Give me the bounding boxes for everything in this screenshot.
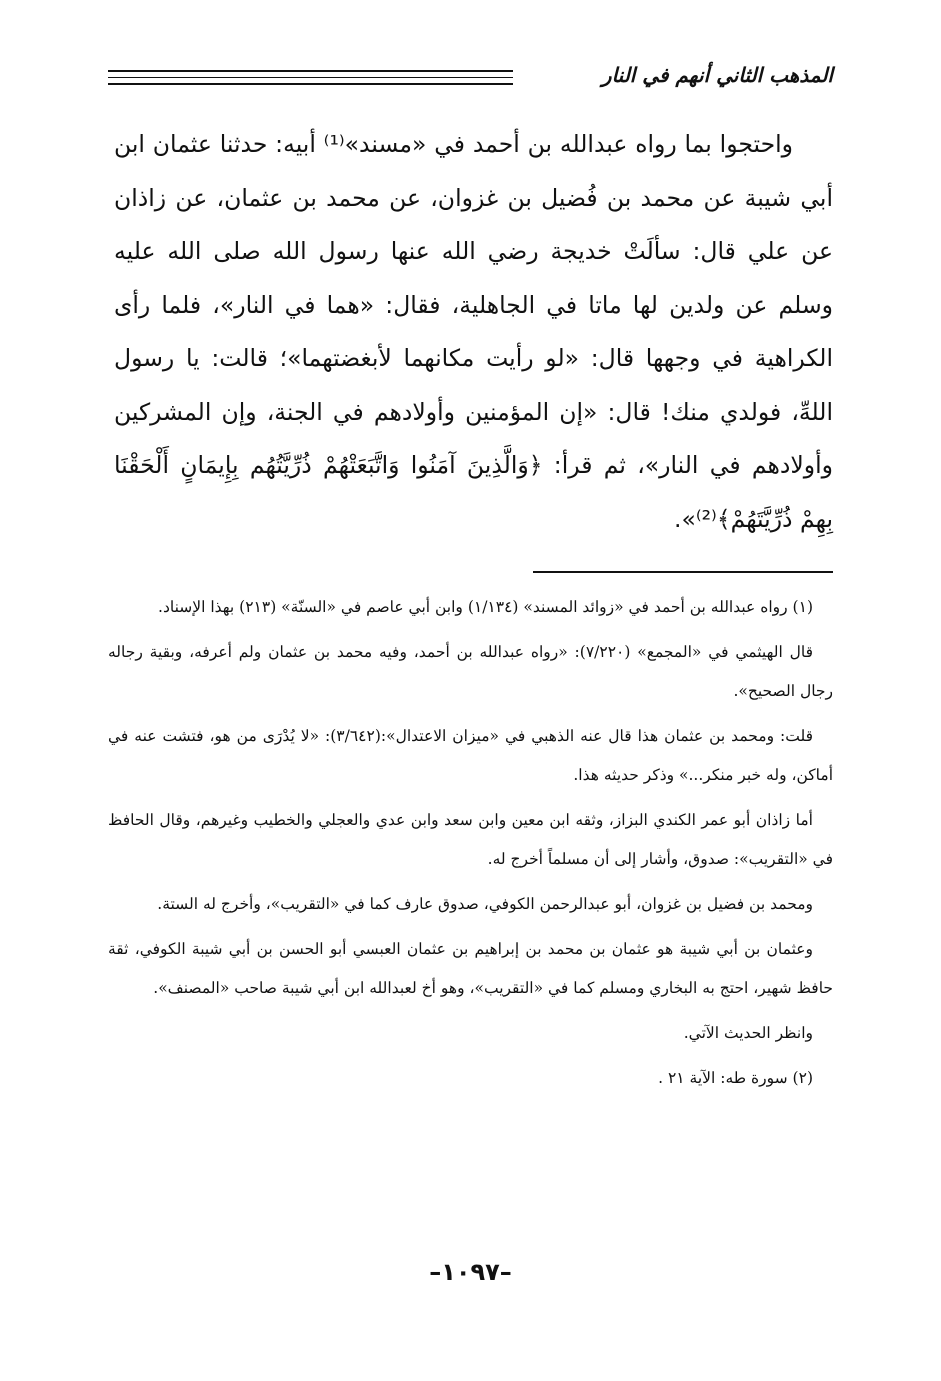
footnote-1-dhahabi: قلت: ومحمد بن عثمان هذا قال عنه الذهبي في «ميزان الاعتدال»:(٣/٦٤٢): «لا يُدْرَى من هو، فتشت عنه في أماكن، وله خبر منكر...» وذكر حديثه هذا.	[108, 727, 833, 784]
header-title: المذهب الثاني أنهم في النار	[601, 63, 833, 87]
footnote-1: (١) رواه عبدالله بن أحمد في «زوائد المسند» (١/١٣٤) وابن أبي عاصم في «السنّة» (٢١٣) بهذا الإسناد.	[158, 598, 813, 616]
page-number: –١٠٩٧–	[429, 1258, 512, 1286]
footnote-2: (٢) سورة طه: الآية ٢١ .	[658, 1069, 813, 1087]
footnotes	[108, 588, 833, 1104]
footnote-1-uthman: وعثمان بن أبي شيبة هو عثمان بن محمد بن إبراهيم بن عثمان العبسي أبو الحسن بن أبي شيبة الكوفي، ثقة حافظ شهير، احتج به البخاري ومسلم كما في «التقريب»، وهو أخ لعبدالله ابن أبي شيبة صاحب «المصنف».	[108, 940, 833, 997]
main-text	[114, 118, 833, 546]
running-header	[108, 60, 833, 96]
header-rule	[108, 83, 513, 85]
footnote-1-zadhan: أما زاذان أبو عمر الكندي البزاز، وثقه ابن معين وابن سعد وابن عدي والعجلي والخطيب وغيرهم، وقال الحافظ في «التقريب»: صدوق، وأشار إلى أن مسلماً أخرج له.	[108, 811, 833, 868]
footnote-1-fudayl: ومحمد بن فضيل بن غزوان، أبو عبدالرحمن الكوفي، صدوق عارف كما في «التقريب»، وأخرج له الستة.	[157, 895, 813, 913]
header-rule	[108, 70, 513, 72]
main-paragraph: واحتجوا بما رواه عبدالله بن أحمد في «مسند»⁽¹⁾ أبيه: حدثنا عثمان ابن أبي شيبة عن محمد بن فُضيل بن غزوان، عن محمد بن عثمان، عن زاذان عن علي قال: سألَتْ خديجة رضي الله عنها رسول الله صلى الله عليه وسلم عن ولدين لها ماتا في الجاهلية، فقال: «هما في النار»، فلما رأى الكراهية في وجهها قال: «لو رأيت مكانهما لأبغضتهما»؛ قالت: يا رسول اللهِّ، فولدي منك! قال: «إن المؤمنين وأولادهم في الجنة، وإن المشركين وأولادهم في النار»، ثم قرأ: ﴿وَالَّذِينَ آمَنُوا وَاتَّبَعَتْهُمْ ذُرِّيَّتُهُم بِإِيمَانٍ أَلْحَقْنَا بِهِمْ ذُرِّيَّتَهُمْ﴾⁽²⁾».	[114, 130, 833, 533]
footnote-1-see-next: وانظر الحديث الآتي.	[683, 1024, 813, 1042]
footnote-separator	[533, 571, 833, 573]
footnote-1-haythami: قال الهيثمي في «المجمع» (٧/٢٢٠): «رواه عبدالله بن أحمد، وفيه محمد بن عثمان ولم أعرفه، وبقية رجاله رجال الصحيح».	[108, 643, 833, 700]
header-rule	[108, 77, 513, 78]
